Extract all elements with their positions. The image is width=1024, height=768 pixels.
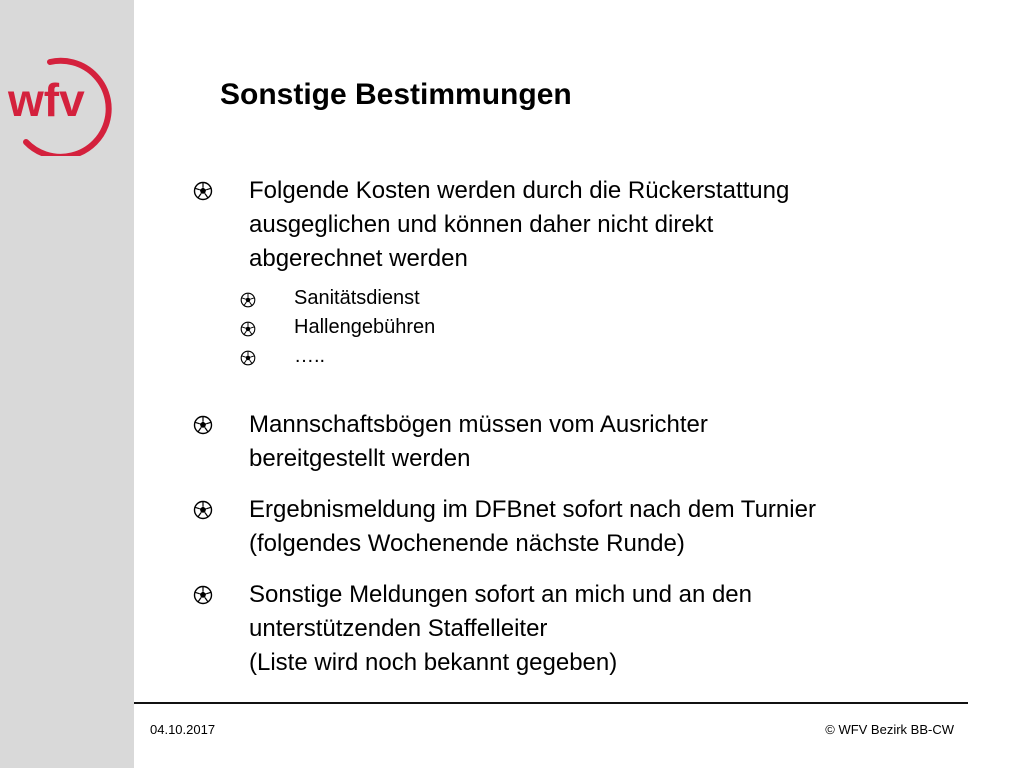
- sub-item-2: Hallengebühren: [294, 316, 436, 338]
- soccer-ball-icon: [240, 321, 256, 337]
- bullet-1-line-1: Folgende Kosten werden durch die Rückerstattung: [249, 177, 790, 204]
- bullet-3-text: [249, 493, 949, 561]
- footer-date: 04.10.2017: [150, 722, 216, 737]
- page-title: Sonstige Bestimmungen: [220, 78, 572, 111]
- bullet-1-line-2: ausgeglichen und können daher nicht direkt: [249, 211, 714, 238]
- soccer-ball-icon: [193, 500, 213, 520]
- bullet-4-line-3: (Liste wird noch bekannt gegeben): [249, 649, 618, 676]
- soccer-ball-icon: [193, 585, 213, 605]
- soccer-ball-icon: [193, 415, 213, 435]
- bullet-2-text: [249, 408, 949, 476]
- bullet-3-line-1: Ergebnismeldung im DFBnet sofort nach dem Turnier: [249, 496, 816, 523]
- logo-text: wfv: [8, 74, 85, 126]
- bullet-2-line-1: Mannschaftsbögen müssen vom Ausrichter: [249, 411, 708, 438]
- bullet-4-line-1: Sonstige Meldungen sofort an mich und an den: [249, 581, 753, 608]
- soccer-ball-icon: [193, 181, 213, 201]
- soccer-ball-icon: [240, 292, 256, 308]
- sub-item-3: …..: [294, 345, 326, 367]
- bullet-4-line-2: unterstützenden Staffelleiter: [249, 615, 548, 642]
- soccer-ball-icon: [240, 350, 256, 366]
- bullet-1-line-3: abgerechnet werden: [249, 245, 468, 272]
- footer-divider: [134, 702, 968, 704]
- bullet-3-line-2: (folgendes Wochenende nächste Runde): [249, 530, 685, 557]
- bullet-2-line-2: bereitgestellt werden: [249, 445, 471, 472]
- sub-item-1: Sanitätsdienst: [294, 287, 420, 309]
- bullet-4-text: [249, 578, 949, 680]
- bullet-1-text: [249, 174, 949, 276]
- footer-copyright: © WFV Bezirk BB-CW: [825, 722, 954, 737]
